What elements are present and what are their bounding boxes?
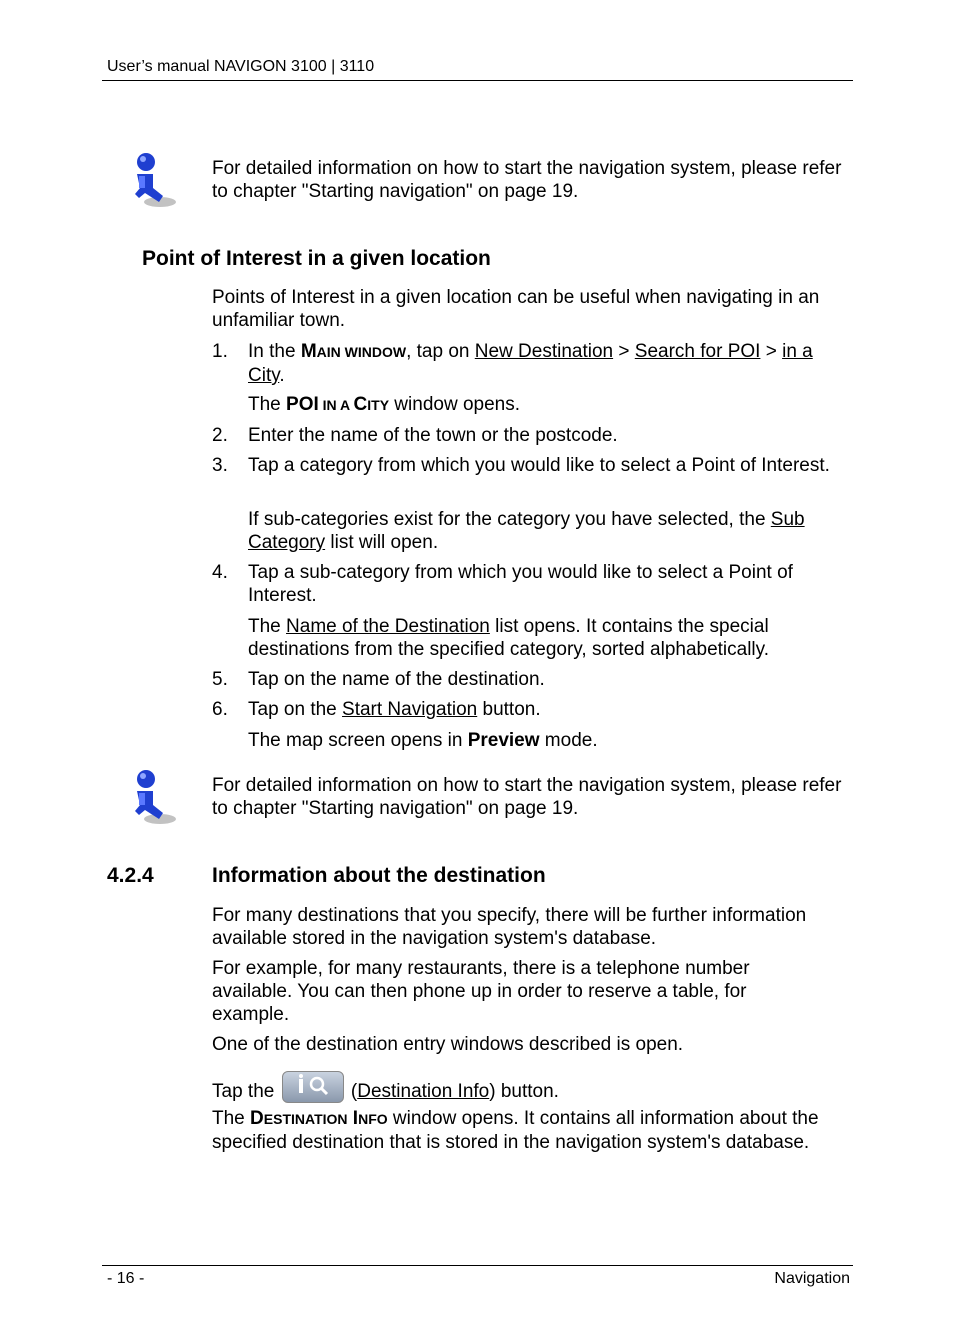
- paragraph: For example, for many restaurants, there is a telephone number available. You can then phone up in order to reserve a table, for example.: [212, 958, 750, 1025]
- new-destination-link[interactable]: New Destination: [474, 341, 614, 362]
- start-navigation-link[interactable]: Start Navigation: [342, 699, 478, 720]
- footer-section: Navigation: [774, 1270, 850, 1287]
- sub-category-link[interactable]: Sub Category: [248, 509, 805, 553]
- name-of-destination-link[interactable]: Name of the Destination: [286, 616, 490, 637]
- info-person-icon: [124, 767, 180, 827]
- step-4: Tap a sub-category from which you would like to select a Point of Interest.: [248, 562, 793, 606]
- section-heading: Information about the destination: [212, 864, 546, 887]
- step-5: Tap on the name of the destination.: [248, 669, 545, 690]
- note-text: For detailed information on how to start the navigation system, please refer to chapter "Starting navigation" on page 19.: [212, 775, 842, 819]
- header-title: User’s manual NAVIGON 3100 | 3110: [107, 58, 375, 75]
- step-number: 1.: [212, 341, 228, 362]
- header-rule: [102, 80, 853, 81]
- step-6: Tap on the Start Navigation button.: [248, 699, 541, 720]
- step-number: 3.: [212, 455, 228, 476]
- in-a-city-link[interactable]: in a City: [248, 341, 813, 386]
- step-number: 5.: [212, 669, 228, 690]
- paragraph: One of the destination entry windows described is open.: [212, 1034, 684, 1055]
- step-4-result: The Name of the Destination list opens. It contains the special destinations from the specified category, sorted alphabetically.: [248, 616, 770, 660]
- step-number: 2.: [212, 425, 228, 446]
- section-number: 4.2.4: [107, 864, 154, 887]
- footer-rule: [102, 1265, 853, 1266]
- destination-info-link[interactable]: Destination Info: [357, 1081, 490, 1102]
- info-person-icon: [124, 150, 180, 210]
- destination-info-icon[interactable]: [282, 1071, 344, 1103]
- tap-instruction: Tap the (Destination Info) button.: [212, 1071, 852, 1103]
- step-1: In the MAIN WINDOW, tap on New Destination > Search for POI > in a City.: [248, 341, 813, 386]
- section-heading: Point of Interest in a given location: [142, 247, 491, 270]
- step-3: Tap a category from which you would like to select a Point of Interest.: [248, 455, 830, 476]
- intro-paragraph: Points of Interest in a given location can be useful when navigating in an unfamiliar town.: [212, 287, 820, 331]
- step-number: 4.: [212, 562, 228, 583]
- step-1-result: The POI IN A CITY window opens.: [248, 394, 520, 415]
- step-3-result: If sub-categories exist for the category you have selected, the Sub Category list will open.: [248, 509, 805, 553]
- step-6-result: The map screen opens in Preview mode.: [248, 730, 598, 751]
- step-number: 6.: [212, 699, 228, 720]
- page-number: - 16 -: [107, 1270, 145, 1287]
- paragraph: For many destinations that you specify, there will be further information available stored in the navigation system's database.: [212, 905, 807, 949]
- note-text: For detailed information on how to start the navigation system, please refer to chapter "Starting navigation" on page 19.: [212, 158, 842, 202]
- result-paragraph: The DESTINATION INFO window opens. It contains all information about the specified destination that is stored in the navigation system's database.: [212, 1108, 819, 1153]
- step-2: Enter the name of the town or the postcode.: [248, 425, 618, 446]
- search-for-poi-link[interactable]: Search for POI: [634, 341, 761, 362]
